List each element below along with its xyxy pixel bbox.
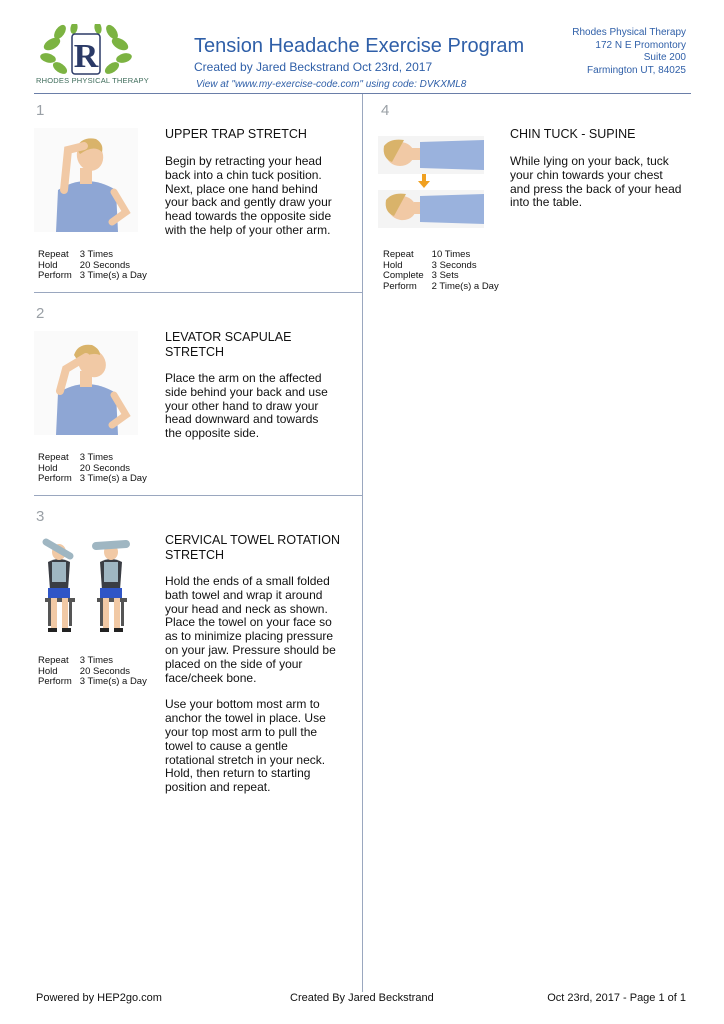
exercise-params (383, 250, 499, 292)
param-label: Complete (383, 270, 424, 282)
svg-text:R: R (73, 38, 99, 75)
footer-date-page: Oct 23rd, 2017 - Page 1 of 1 (547, 992, 686, 1004)
param-label: Perform (38, 270, 72, 282)
exercise-description (510, 155, 682, 223)
param-value: 3 Sets (431, 270, 459, 282)
view-at-link[interactable]: View at "www.my-exercise-code.com" using code: DVKXML8 (196, 79, 467, 90)
param-value: 3 Seconds (431, 259, 477, 271)
description-paragraph: Begin by retracting your head back into a chin tuck position. Next, place one hand behind your back and gently draw your head towards the opposite side with the help of your other arm. (165, 154, 332, 237)
param-label: Perform (383, 280, 417, 292)
param-label: Hold (383, 259, 403, 271)
exercise-params (38, 656, 147, 688)
param-value: 20 Seconds (79, 462, 130, 474)
exercise-title: CERVICAL TOWEL ROTATION STRETCH (165, 533, 341, 562)
exercise-number: 4 (381, 102, 390, 119)
exercise-description (165, 575, 337, 808)
exercise-params (38, 453, 147, 485)
param-value: 3 Time(s) a Day (79, 473, 147, 485)
param-label: Perform (38, 473, 72, 485)
param-value: 3 Times (79, 452, 114, 463)
exercise-number: 3 (36, 508, 45, 525)
exercise-description (165, 372, 337, 454)
param-value: 2 Time(s) a Day (431, 280, 499, 292)
exercise-title: LEVATOR SCAPULAE STRETCH (165, 330, 292, 359)
clinic-city: Farmington UT, 84025 (587, 64, 686, 76)
footer-created-by: Created By Jared Beckstrand (290, 992, 434, 1004)
param-value: 3 Time(s) a Day (79, 676, 147, 688)
column-divider (362, 94, 363, 992)
param-value: 3 Time(s) a Day (79, 270, 147, 282)
param-label: Hold (38, 462, 58, 474)
clinic-address-line1: 172 N E Promontory (595, 39, 686, 51)
param-label: Repeat (383, 249, 414, 260)
footer-powered-by[interactable]: Powered by HEP2go.com (36, 992, 162, 1004)
param-label: Repeat (38, 249, 69, 260)
levator-scapulae-stretch-image (34, 331, 138, 435)
param-label: Repeat (38, 452, 69, 463)
param-label: Repeat (38, 655, 69, 666)
clinic-name: Rhodes Physical Therapy (572, 27, 686, 38)
upper-trap-stretch-image (34, 128, 138, 232)
exercise-params (38, 250, 147, 282)
param-value: 20 Seconds (79, 665, 130, 677)
param-label: Perform (38, 676, 72, 688)
exercise-title: CHIN TUCK - SUPINE (510, 127, 636, 141)
param-value: 3 Times (79, 655, 114, 666)
exercise-title: UPPER TRAP STRETCH (165, 127, 307, 141)
cervical-towel-rotation-image (34, 532, 138, 636)
page-title: Tension Headache Exercise Program (194, 35, 525, 57)
param-label: Hold (38, 665, 58, 677)
param-value: 20 Seconds (79, 259, 130, 271)
exercise-divider-1 (34, 292, 362, 293)
created-by-line: Created by Jared Beckstrand Oct 23rd, 2017 (194, 60, 433, 74)
description-paragraph: Hold the ends of a small folded bath towel and wrap it around your head and neck as shown. Place the towel on your face so as to minimize placing pressure on your jaw. Pressure should be placed on the side of your face/cheek bone. (165, 574, 336, 685)
param-label: Hold (38, 259, 58, 271)
chin-tuck-supine-image (378, 126, 484, 232)
param-value: 10 Times (431, 249, 471, 260)
exercise-number: 2 (36, 305, 45, 322)
clinic-address (572, 27, 686, 77)
clinic-address-line2: Suite 200 (643, 52, 686, 64)
description-paragraph: Use your bottom most arm to anchor the towel in place. Use your top most arm to pull the towel to cause a gentle rotational stretch in your neck. Hold, then return to starting position and repeat. (165, 697, 326, 795)
description-paragraph: Place the arm on the affected side behind your back and use your other hand to draw your head downward and towards the opposite side. (165, 371, 328, 441)
exercise-divider-2 (34, 495, 362, 496)
exercise-number: 1 (36, 102, 45, 119)
description-paragraph: While lying on your back, tuck your chin towards your chest and press the back of your head into the table. (510, 154, 682, 210)
exercise-description (165, 155, 337, 251)
param-value: 3 Times (79, 249, 114, 260)
logo-text: RHODES PHYSICAL THERAPY (36, 76, 149, 85)
